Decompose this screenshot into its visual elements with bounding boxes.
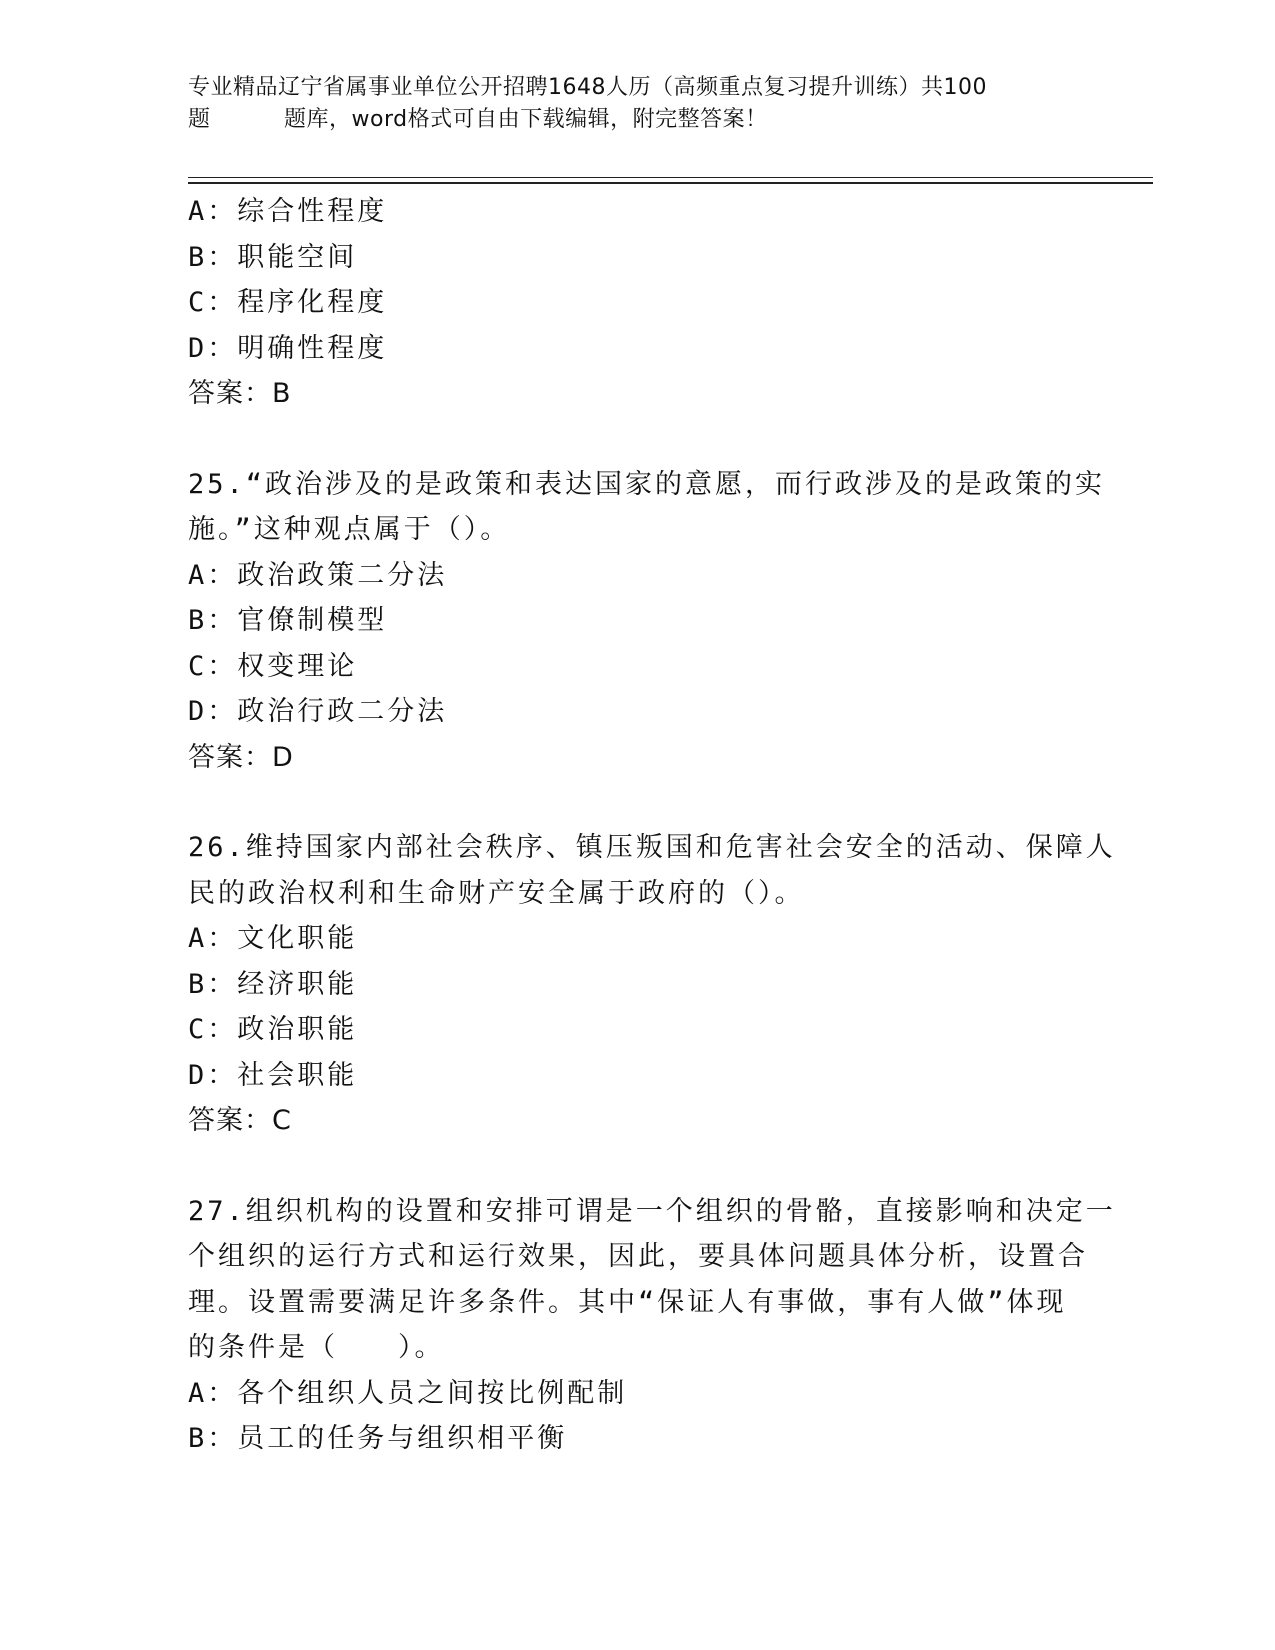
option-b: B：官僚制模型 — [188, 605, 388, 636]
header-divider-bottom — [188, 182, 1153, 184]
question-stem-line: 施。”这种观点属于（）。 — [188, 514, 511, 545]
answer-line: 答案：C — [188, 1105, 292, 1136]
spacer — [188, 417, 1088, 462]
question-stem-line: 理。设置需要满足许多条件。其中“保证人有事做，事有人做”体现 — [188, 1286, 1067, 1318]
question-block-26 — [188, 825, 1116, 1144]
header-line-2 — [188, 104, 1088, 136]
question-block-27 — [188, 1189, 1116, 1462]
header-line-2-start: 题 — [188, 107, 211, 132]
question-block-25 — [188, 462, 1106, 781]
header-divider-top — [188, 177, 1153, 178]
option-c: C：程序化程度 — [188, 287, 388, 318]
answer-line: 答案：B — [188, 378, 292, 409]
header-line-1: 专业精品辽宁省属事业单位公开招聘1648人历（高频重点复习提升训练）共100 — [188, 75, 987, 100]
option-c: C：政治职能 — [188, 1014, 358, 1045]
option-a: A：文化职能 — [188, 923, 358, 954]
option-d: D：社会职能 — [188, 1059, 358, 1091]
question-stem-line: 25.“政治涉及的是政策和表达国家的意愿，而行政涉及的是政策的实 — [188, 468, 1106, 500]
spacer — [188, 1144, 1088, 1189]
question-list — [188, 189, 1116, 1462]
option-a: A：政治政策二分法 — [188, 559, 448, 591]
option-c: C：权变理论 — [188, 650, 358, 682]
option-b: B：员工的任务与组织相平衡 — [188, 1423, 568, 1454]
option-b: B：职能空间 — [188, 241, 358, 273]
question-stem-line: 个组织的运行方式和运行效果，因此，要具体问题具体分析，设置合 — [188, 1241, 1088, 1272]
spacer — [188, 780, 1088, 825]
question-stem-line: 民的政治权利和生命财产安全属于政府的（）。 — [188, 877, 805, 909]
option-b: B：经济职能 — [188, 968, 358, 1000]
option-a: A：各个组织人员之间按比例配制 — [188, 1377, 628, 1409]
header-line-2-rest: 题库，word格式可自由下载编辑，附完整答案！ — [284, 107, 768, 132]
answer-line: 答案：D — [188, 741, 294, 773]
document-header — [188, 72, 1088, 136]
question-stem-line: 26.维持国家内部社会秩序、镇压叛国和危害社会安全的活动、保障人 — [188, 832, 1116, 863]
option-d: D：政治行政二分法 — [188, 696, 448, 727]
question-block-24 — [188, 189, 1088, 417]
option-d: D：明确性程度 — [188, 332, 388, 364]
question-stem-line: 的条件是（ ）。 — [188, 1332, 445, 1363]
question-stem-line: 27.组织机构的设置和安排可谓是一个组织的骨骼，直接影响和决定一 — [188, 1195, 1116, 1227]
option-a: A：综合性程度 — [188, 196, 388, 227]
